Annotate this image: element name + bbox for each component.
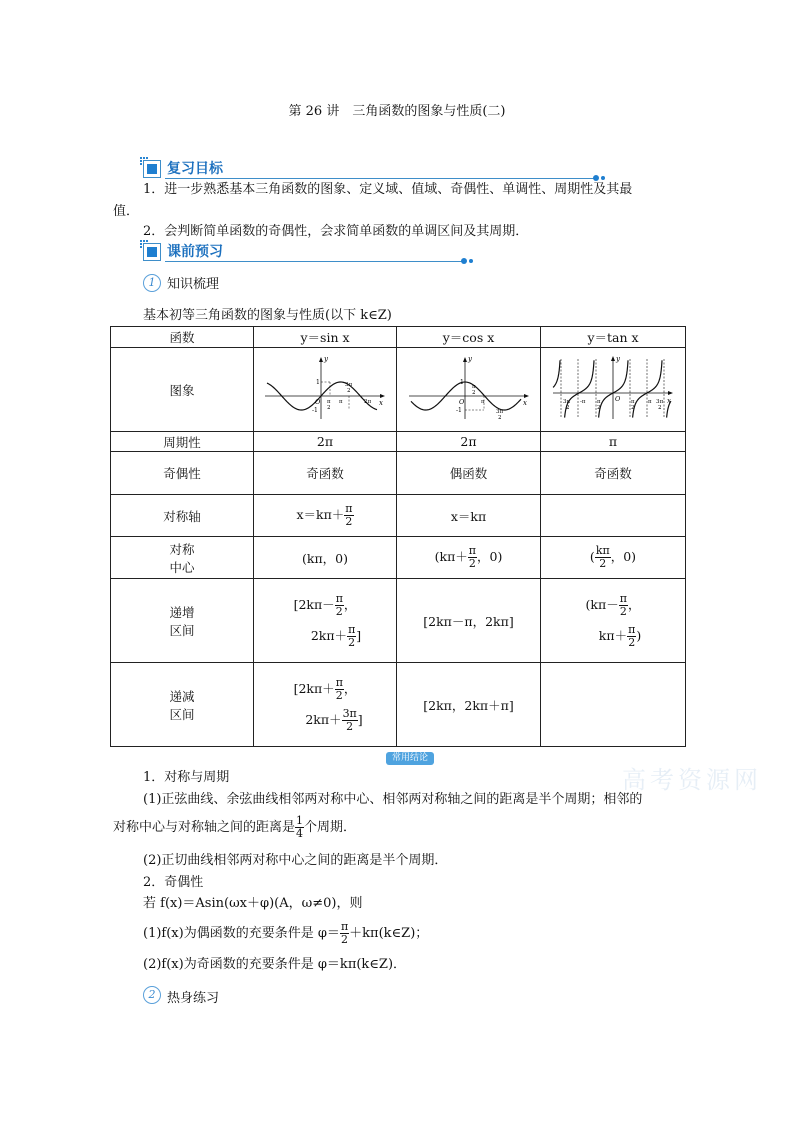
svg-text:O: O [615,395,621,403]
section-title: 复习目标 [167,161,223,177]
section-square-icon [143,160,161,178]
conclusion-text: 若 f(x)＝Asin(ωx＋φ)(A，ω≠0)，则 [143,896,363,911]
goal-2: 2．会判断简单函数的奇偶性，会求简单函数的单调区间及其周期． [143,224,529,239]
svg-text:1: 1 [459,379,464,386]
header-cell: y＝tan x [541,327,686,348]
tan-graph-cell [541,348,686,432]
cell: ( $\frac{k\pi}{2}$ ，0) [541,537,686,579]
svg-text:2: 2 [566,405,570,411]
common-conclusion-badge: 常用结论 [386,752,434,765]
header-cell: 函数 [111,327,254,348]
goal-1-cont: 值． [113,204,140,219]
sin-graph [261,353,389,423]
number-circle-icon: 1 [143,274,161,292]
svg-text:O: O [315,398,321,406]
cell: 偶函数 [397,452,541,495]
cos-graph-cell [397,348,541,432]
cell: [2kπ，2kπ＋π] [397,663,541,747]
cell: (kπ－ $\frac{\pi}{2}$ ， kπ＋ $\frac{\pi}{2}$ ) [541,579,686,663]
svg-text:y: y [324,355,328,363]
cell: 2π [254,432,397,452]
row-label: 图象 [111,348,254,432]
header-cell: y＝cos x [397,327,541,348]
watermark: 高考资源网 [622,766,762,794]
subsection-knowledge: 知识梳理 [167,277,220,292]
sin-graph-cell [254,348,397,432]
svg-text:3π: 3π [563,399,571,405]
table-caption: 基本初等三角函数的图象与性质(以下 k∈Z) [143,308,392,323]
cell: [2kπ－π，2kπ] [397,579,541,663]
row-label: 奇偶性 [111,452,254,495]
number-circle-icon: 2 [143,986,161,1004]
svg-text:O: O [458,398,464,406]
cell: π [541,432,686,452]
svg-text:2: 2 [471,390,475,396]
svg-text:π: π [471,384,476,390]
table-row [111,348,686,432]
conclusion-heading-1: 1．对称与周期 [143,770,230,785]
table-row [111,452,686,495]
svg-text:2: 2 [497,415,501,421]
cell: (kπ，0) [254,537,397,579]
cell: 奇函数 [541,452,686,495]
row-label: 递增 区间 [111,579,254,663]
table-row [111,432,686,452]
conclusion-text: (1)f(x)为偶函数的充要条件是 φ＝ $\frac{\pi}{2}$ ＋kπ(k∈Z)； [143,920,429,946]
svg-text:2: 2 [597,405,601,411]
table-row [111,327,686,348]
properties-table [110,326,686,747]
cos-graph [405,353,533,423]
svg-text:2: 2 [658,405,662,411]
table-row [111,663,686,747]
conclusion-text: (2)f(x)为奇函数的充要条件是 φ＝kπ(k∈Z)． [143,957,407,972]
row-label: 对称轴 [111,495,254,537]
conclusion-text: (1)正弦曲线、余弦曲线相邻两对称中心、相邻两对称轴之间的距离是半个周期；相邻的 [143,792,643,807]
cell: x＝kπ＋ $\frac{\pi}{2}$ [254,495,397,537]
row-label: 对称 中心 [111,537,254,579]
svg-text:y: y [616,355,620,363]
svg-text:2: 2 [347,388,351,394]
table-row [111,537,686,579]
header-cell: y＝sin x [254,327,397,348]
svg-text:2: 2 [631,405,635,411]
section-square-icon [143,243,161,261]
svg-text:x: x [522,399,527,407]
cell [541,663,686,747]
svg-text:-1: -1 [312,407,318,414]
svg-text:π: π [339,399,343,405]
svg-text:-1: -1 [455,407,462,414]
svg-text:2: 2 [327,405,331,411]
table-row [111,579,686,663]
svg-text:x: x [667,397,671,405]
svg-text:π: π [480,399,485,405]
svg-text:π: π [631,399,635,405]
subsection-warmup: 热身练习 [167,991,220,1006]
svg-text:y: y [467,355,472,363]
cell: [2kπ＋ $\frac{\pi}{2}$ ， 2kπ＋ $\frac{3\pi}{2}$ ] [254,663,397,747]
svg-text:π: π [327,399,331,405]
tan-graph [549,353,677,423]
svg-text:3π: 3π [656,399,664,405]
svg-text:x: x [379,399,383,407]
cell: 奇函数 [254,452,397,495]
svg-text:1: 1 [316,379,320,386]
conclusion-heading-2: 2．奇偶性 [143,875,204,890]
conclusion-text: (2)正切曲线相邻两对称中心之间的距离是半个周期． [143,853,448,868]
table-row [111,495,686,537]
svg-text:3π: 3π [495,409,503,415]
cell: 2π [397,432,541,452]
svg-text:3π: 3π [345,382,353,388]
svg-text:-π: -π [580,399,586,405]
svg-text:π: π [648,399,652,405]
svg-text:π: π [597,399,601,405]
goal-1: 1．进一步熟悉基本三角函数的图象、定义域、值域、奇偶性、单调性、周期性及其最 [143,182,633,197]
row-label: 递减 区间 [111,663,254,747]
section-title: 课前预习 [167,244,223,260]
conclusion-text: 对称中心与对称轴之间的距离是 $\frac{1}{4}$ 个周期． [113,814,357,840]
row-label: 周期性 [111,432,254,452]
page-title: 第 26 讲 三角函数的图象与性质(二) [288,104,506,119]
svg-text:2π: 2π [364,399,372,405]
cell [541,495,686,537]
cell: (kπ＋ $\frac{\pi}{2}$ ，0) [397,537,541,579]
cell: x＝kπ [397,495,541,537]
cell: [2kπ－ $\frac{\pi}{2}$ ， 2kπ＋ $\frac{\pi}{2}$ ] [254,579,397,663]
